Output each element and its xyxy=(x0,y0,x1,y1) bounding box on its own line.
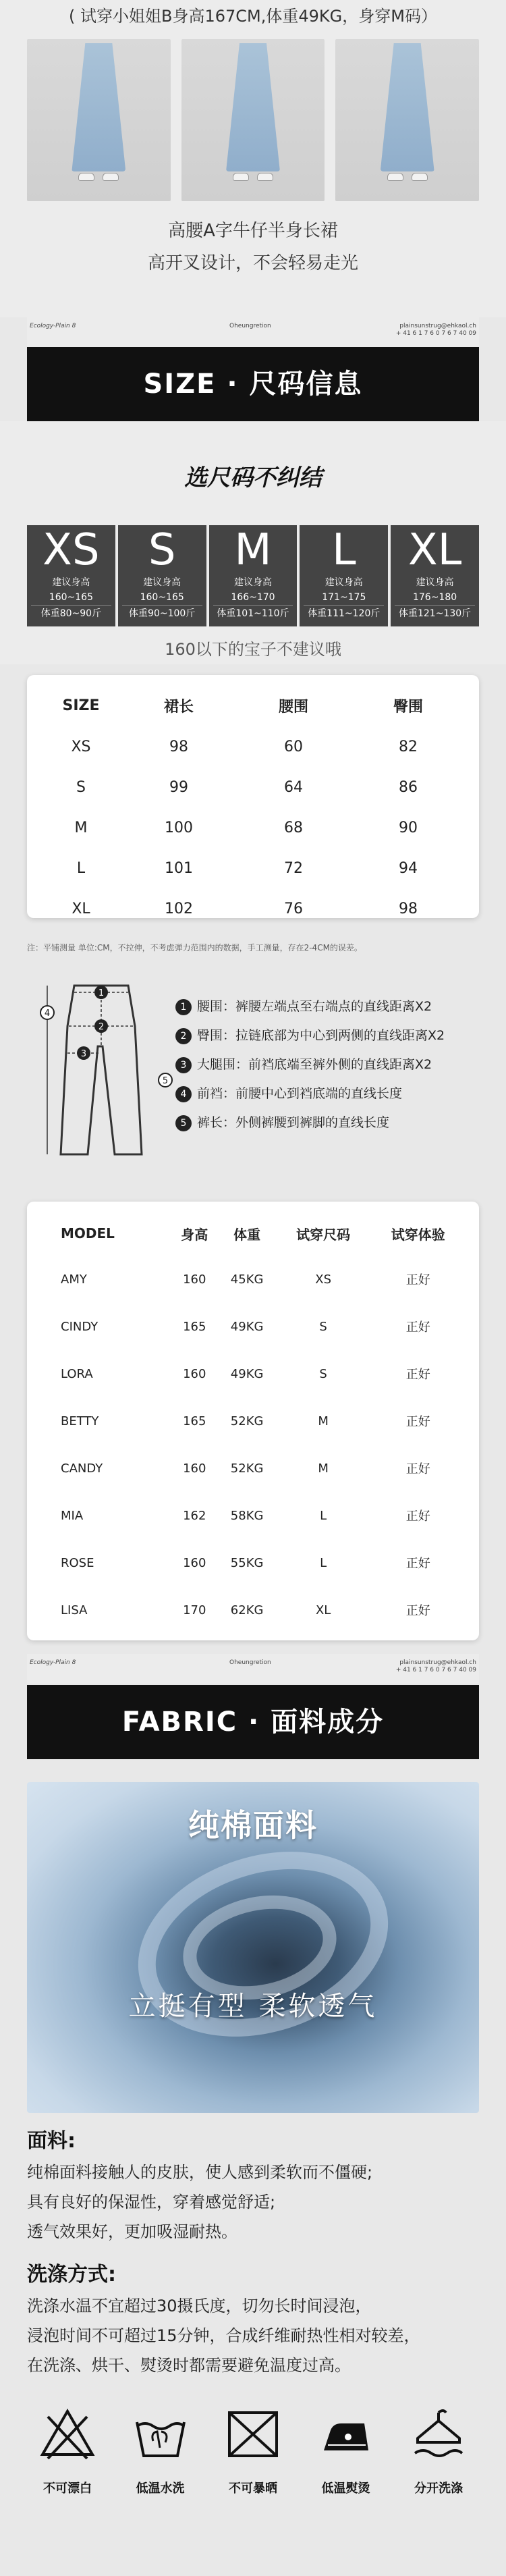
material-line: 具有良好的保湿性，穿着感觉舒适; xyxy=(27,2193,276,2211)
no-bleach-icon xyxy=(37,2403,98,2464)
fabric-photo xyxy=(27,1782,479,2113)
care-label: 不可暴晒 xyxy=(229,2481,277,2496)
size-box-size: M xyxy=(234,525,272,575)
table-cell: 86 xyxy=(399,778,418,796)
legend-number: 3 xyxy=(175,1057,192,1073)
table-cell: S xyxy=(319,1319,327,1334)
table-cell: 160 xyxy=(183,1461,206,1476)
table-cell: S xyxy=(319,1366,327,1381)
brand-strip xyxy=(27,317,479,347)
model-table-card xyxy=(27,1202,479,1640)
care-item-low-temp-wash xyxy=(120,2403,201,2496)
model-table xyxy=(40,1211,466,1634)
table-cell: 正好 xyxy=(405,1604,430,1618)
size-box-xl[interactable] xyxy=(391,525,479,626)
table-cell: 正好 xyxy=(405,1462,430,1476)
table-row xyxy=(40,1586,466,1634)
fabric-photo-tag: 立挺有型 柔软透气 xyxy=(128,1991,378,2022)
size-boxes xyxy=(27,525,479,626)
legend-number: 4 xyxy=(175,1086,192,1102)
table-cell: L xyxy=(76,859,86,877)
legend-item xyxy=(175,992,479,1021)
table-row xyxy=(40,1445,466,1492)
model-table-header-cell: 试穿体验 xyxy=(391,1226,445,1243)
size-box-size: XS xyxy=(43,525,100,575)
fabric-header: FABRIC · 面料成分 xyxy=(27,1685,479,1759)
table-cell: L xyxy=(320,1508,327,1523)
legend-number: 1 xyxy=(175,999,192,1015)
table-cell: 165 xyxy=(183,1414,206,1428)
strip-left-text: Ecology-Plain 8 xyxy=(30,323,76,329)
wash-line: 浸泡时间不可超过15分钟，合成纤维耐热性相对较差， xyxy=(27,2326,420,2345)
size-box-label: 建议身高 xyxy=(416,577,454,588)
table-row xyxy=(40,1350,466,1397)
table-cell: CINDY xyxy=(61,1319,99,1334)
table-cell: 49KG xyxy=(230,1319,264,1334)
care-label: 分开洗涤 xyxy=(414,2481,463,2496)
svg-text:2: 2 xyxy=(98,1022,105,1032)
table-cell: 160 xyxy=(183,1366,206,1381)
strip-mid-text: Oheungretion xyxy=(229,1659,271,1666)
legend-text: 前裆：前腰中心到裆底端的直线长度 xyxy=(197,1086,403,1101)
model-caption: ( 试穿小姐姐B身高167CM,体重49KG，身穿M码） xyxy=(69,7,437,26)
size-box-size: S xyxy=(148,525,176,575)
legend-item xyxy=(175,1050,479,1079)
size-table-header-cell: 臀围 xyxy=(393,698,423,716)
material-line: 纯棉面料接触人的皮肤，使人感到柔软而不僵硬; xyxy=(27,2163,373,2182)
table-cell: S xyxy=(76,778,86,796)
table-cell: 64 xyxy=(284,778,303,796)
size-box-weight: 体重90~100斤 xyxy=(129,608,196,619)
table-cell: XS xyxy=(71,738,91,755)
table-cell: BETTY xyxy=(61,1414,99,1428)
material-line: 透气效果好，更加吸湿耐热。 xyxy=(27,2222,237,2241)
strip-right-text xyxy=(396,323,476,338)
table-cell: CANDY xyxy=(61,1461,103,1476)
table-row xyxy=(40,848,466,888)
table-cell: M xyxy=(74,819,88,836)
strip-phone: + 41 6 1 7 6 0 7 6 7 40 09 xyxy=(395,330,476,337)
table-cell: MIA xyxy=(61,1508,84,1523)
model-table-header-cell: 身高 xyxy=(181,1226,208,1243)
size-box-height-range: 171~175 xyxy=(304,590,384,606)
table-cell: 99 xyxy=(169,778,188,796)
table-cell: 102 xyxy=(165,900,193,917)
model-photo-3[interactable] xyxy=(335,39,479,201)
table-cell: 55KG xyxy=(230,1555,264,1570)
model-photo-2[interactable] xyxy=(181,39,325,201)
legend-item xyxy=(175,1108,479,1137)
size-box-size: L xyxy=(331,525,356,575)
care-icons xyxy=(27,2403,479,2496)
legend-text: 裤长：外侧裤腰到裤脚的直线长度 xyxy=(197,1115,390,1130)
care-item-low-temp-iron xyxy=(306,2403,387,2496)
table-cell: LORA xyxy=(61,1366,93,1381)
fabric-photo-title: 纯棉面料 xyxy=(188,1807,318,1844)
table-cell: 76 xyxy=(284,900,303,917)
low-temp-wash-icon xyxy=(130,2403,191,2464)
svg-text:5: 5 xyxy=(162,1076,169,1086)
care-label: 低温熨烫 xyxy=(321,2481,370,2496)
table-cell: 101 xyxy=(165,859,193,877)
table-cell: 正好 xyxy=(405,1273,430,1287)
legend-item xyxy=(175,1021,479,1050)
no-sun-icon xyxy=(223,2403,283,2464)
pants-measure-diagram xyxy=(27,972,175,1175)
size-table-card xyxy=(27,675,479,918)
care-label: 低温水洗 xyxy=(136,2481,185,2496)
description-line-1: 高腰A字牛仔半身长裙 xyxy=(168,221,338,241)
table-cell: 62KG xyxy=(230,1603,264,1617)
size-box-m[interactable] xyxy=(209,525,298,626)
model-table-header xyxy=(40,1211,466,1256)
wash-line: 在洗涤、烘干、熨烫时都需要避免温度过高。 xyxy=(27,2356,351,2375)
care-item-no-bleach xyxy=(27,2403,108,2496)
wash-line: 洗涤水温不宜超过30摄氏度，切勿长时间浸泡， xyxy=(27,2297,372,2315)
table-cell: M xyxy=(318,1461,329,1476)
strip-left-text: Ecology-Plain 8 xyxy=(30,1659,76,1666)
model-photo-section xyxy=(0,0,506,317)
size-box-label: 建议身高 xyxy=(233,577,272,588)
strip-phone: + 41 6 1 7 6 0 7 6 7 40 09 xyxy=(395,1667,476,1673)
size-box-label: 建议身高 xyxy=(52,577,90,588)
size-box-height-range: 176~180 xyxy=(395,590,475,606)
low-temp-iron-icon xyxy=(316,2403,376,2464)
table-row xyxy=(40,888,466,929)
strip-mid-text: Oheungretion xyxy=(229,323,271,329)
strip-email: plainsunstrug@ehkaol.ch xyxy=(399,1659,476,1666)
size-box-size: XL xyxy=(407,525,462,575)
size-box-l[interactable] xyxy=(300,525,388,626)
legend-number: 2 xyxy=(175,1028,192,1044)
size-box-height-range: 160~165 xyxy=(31,590,111,606)
table-cell: 60 xyxy=(284,738,303,755)
size-table-header xyxy=(40,685,466,726)
material-heading: 面料: xyxy=(27,2129,76,2153)
table-cell: 98 xyxy=(169,738,188,755)
size-box-xs[interactable] xyxy=(27,525,115,626)
size-box-s[interactable] xyxy=(118,525,206,626)
size-table xyxy=(40,685,466,929)
size-box-height-range: 160~165 xyxy=(122,590,202,606)
brand-strip-2 xyxy=(27,1654,479,1684)
table-cell: XL xyxy=(315,1603,331,1617)
table-cell: AMY xyxy=(61,1272,87,1287)
size-table-header-cell: 裙长 xyxy=(163,698,194,716)
legend-text: 大腿围：前裆底端至裤外侧的直线距离X2 xyxy=(197,1057,432,1072)
table-cell: 82 xyxy=(399,738,418,755)
model-table-header-cell: MODEL xyxy=(61,1225,115,1241)
model-table-header-cell: 试穿尺码 xyxy=(296,1226,351,1243)
legend-number: 5 xyxy=(175,1115,192,1131)
size-box-weight: 体重101~110斤 xyxy=(217,608,289,619)
table-cell: 正好 xyxy=(405,1509,430,1524)
table-row xyxy=(40,1303,466,1350)
table-cell: 100 xyxy=(165,819,193,836)
legend-item xyxy=(175,1079,479,1108)
table-row xyxy=(40,726,466,767)
table-cell: 160 xyxy=(183,1272,206,1287)
material-text xyxy=(27,2157,479,2247)
product-description xyxy=(0,215,506,279)
size-subtitle: 选尺码不纠结 xyxy=(184,464,322,491)
table-cell: ROSE xyxy=(61,1555,94,1570)
table-cell: LISA xyxy=(61,1603,88,1617)
table-row xyxy=(40,807,466,848)
table-cell: 68 xyxy=(284,819,303,836)
size-box-label: 建议身高 xyxy=(325,577,363,588)
table-cell: 正好 xyxy=(405,1557,430,1571)
measure-legend xyxy=(175,992,479,1137)
table-cell: 52KG xyxy=(230,1414,264,1428)
legend-text: 臀围：拉链底部为中心到两侧的直线距离X2 xyxy=(197,1028,445,1043)
table-cell: 49KG xyxy=(230,1366,264,1381)
table-cell: 58KG xyxy=(230,1508,264,1523)
table-row xyxy=(40,1539,466,1586)
size-table-header-cell: 腰围 xyxy=(278,698,308,716)
table-cell: 90 xyxy=(399,819,418,836)
table-cell: XL xyxy=(72,900,90,917)
size-header: SIZE · 尺码信息 xyxy=(27,347,479,421)
size-table-header-cell: SIZE xyxy=(62,697,100,714)
table-cell: 94 xyxy=(399,859,418,877)
table-cell: M xyxy=(318,1414,329,1428)
table-cell: 160 xyxy=(183,1555,206,1570)
svg-text:3: 3 xyxy=(80,1049,87,1059)
table-cell: 165 xyxy=(183,1319,206,1334)
table-cell: 72 xyxy=(284,859,303,877)
table-cell: 98 xyxy=(399,900,418,917)
strip-right-text xyxy=(396,1659,476,1674)
model-photos xyxy=(27,39,479,201)
separate-wash-icon xyxy=(408,2403,469,2464)
model-photo-1[interactable] xyxy=(27,39,171,201)
svg-text:1: 1 xyxy=(98,988,105,998)
measure-note: 注：平铺测量 单位:CM，不拉伸，不考虑弹力范围内的数据，手工测量，存在2-4CM的误差。 xyxy=(27,943,362,952)
svg-text:4: 4 xyxy=(44,1009,51,1019)
care-label: 不可漂白 xyxy=(43,2481,92,2496)
model-table-header-cell: 体重 xyxy=(233,1226,261,1243)
table-cell: 正好 xyxy=(405,1368,430,1382)
care-item-no-sun xyxy=(213,2403,293,2496)
size-box-height-range: 166~170 xyxy=(213,590,293,606)
size-box-weight: 体重121~130斤 xyxy=(398,608,472,619)
table-cell: L xyxy=(320,1555,327,1570)
size-box-weight: 体重111~120斤 xyxy=(308,608,381,619)
table-cell: XS xyxy=(315,1272,332,1287)
size-note: 160以下的宝子不建议哦 xyxy=(165,640,341,659)
table-row xyxy=(40,1256,466,1303)
table-cell: 162 xyxy=(183,1508,206,1523)
description-line-2: 高开叉设计，不会轻易走光 xyxy=(147,253,358,273)
wash-heading: 洗涤方式: xyxy=(27,2263,116,2286)
legend-text: 腰围：裤腰左端点至右端点的直线距离X2 xyxy=(197,999,432,1014)
table-cell: 45KG xyxy=(230,1272,264,1287)
table-row xyxy=(40,1397,466,1445)
table-cell: 正好 xyxy=(405,1415,430,1429)
size-box-label: 建议身高 xyxy=(143,577,181,588)
table-cell: 170 xyxy=(183,1603,206,1617)
table-row xyxy=(40,767,466,807)
table-row xyxy=(40,1492,466,1539)
table-cell: 正好 xyxy=(405,1320,430,1335)
care-item-separate-wash xyxy=(398,2403,479,2496)
strip-email: plainsunstrug@ehkaol.ch xyxy=(399,323,476,329)
table-cell: 52KG xyxy=(230,1461,264,1476)
size-box-weight: 体重80~90斤 xyxy=(40,608,102,619)
wash-text xyxy=(27,2291,479,2380)
